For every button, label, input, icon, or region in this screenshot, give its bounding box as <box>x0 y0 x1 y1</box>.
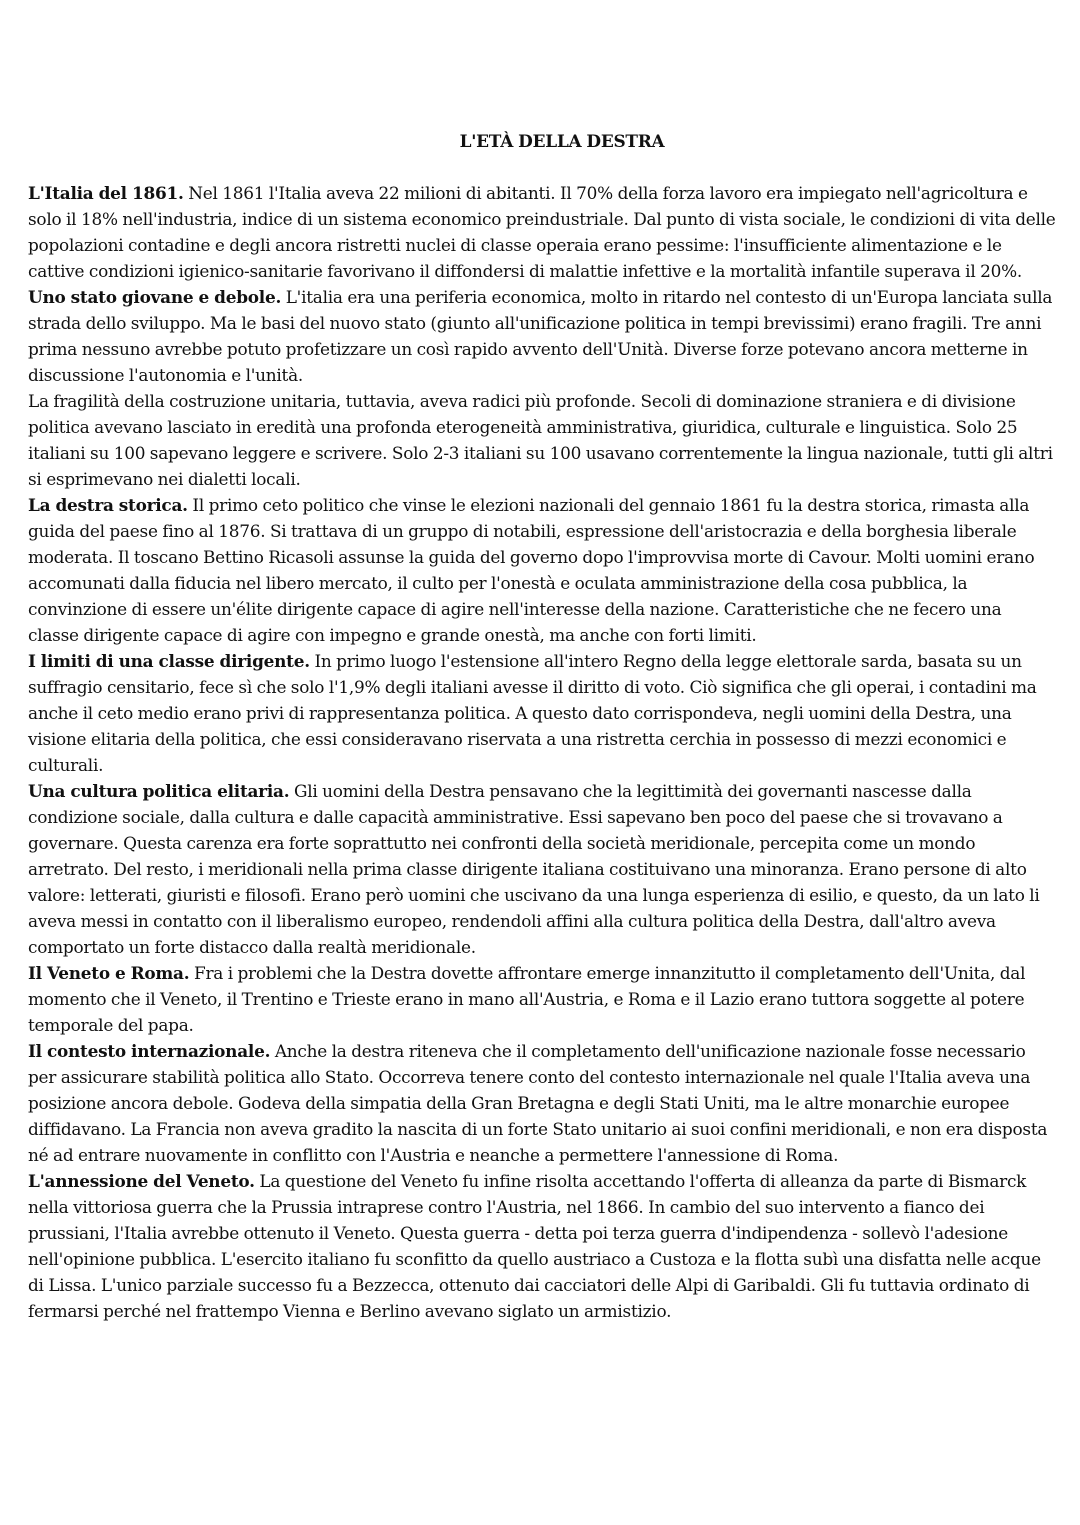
paragraph-cultura-elitaria <box>28 778 1056 960</box>
paragraph-heading: Una cultura politica elitaria. <box>28 781 290 801</box>
paragraph-italia-1861 <box>28 180 1056 284</box>
paragraph-text: La questione del Veneto fu infine risolta accettando l'offerta di alleanza da parte di Bismarck nella vittoriosa guerra che la Prussia intraprese contro l'Austria, nel 1866. In cambio del suo intervento a fianco dei prussiani, l'Italia avrebbe ottenuto il Veneto. Questa guerra - detta poi terza guerra d'indipendenza - sollevò l'adesione nell'opinione pubblica. L'esercito italiano fu sconfitto da quello austriaco a Custoza e la flotta subì una disfatta nelle acque di Lissa. L'unico parziale successo fu a Bezzecca, ottenuto dai cacciatori delle Alpi di Garibaldi. Gli fu tuttavia ordinato di fermarsi perché nel frattempo Vienna e Berlino avevano siglato un armistizio. <box>28 1171 1041 1321</box>
paragraph-heading: La destra storica. <box>28 495 188 515</box>
paragraph-heading: Il contesto internazionale. <box>28 1041 271 1061</box>
paragraph-limiti-classe <box>28 648 1056 778</box>
paragraph-text: L'italia era una periferia economica, molto in ritardo nel contesto di un'Europa lanciata sulla strada dello sviluppo. Ma le basi del nuovo stato (giunto all'unificazione politica in tempi brevissimi) erano fragili. Tre anni prima nessuno avrebbe potuto profetizzare un così rapido avvento dell'Unità. Diverse forze potevano ancora metterne in discussione l'autonomia e l'unità. <box>28 287 1053 385</box>
paragraph-veneto-roma <box>28 960 1056 1038</box>
paragraph-text: Anche la destra riteneva che il completamento dell'unificazione nazionale fosse necessario per assicurare stabilità politica allo Stato. Occorreva tenere conto del contesto internazionale nel quale l'Italia aveva una posizione ancora debole. Godeva della simpatia della Gran Bretagna e degli Stati Uniti, ma le altre monarchie europee diffidavano. La Francia non aveva gradito la nascita di un forte Stato unitario ai suoi confini meridionali, e non era disposta né ad entrare nuovamente in conflitto con l'Austria e neanche a permettere l'annessione di Roma. <box>28 1041 1048 1165</box>
paragraph-fragilita <box>28 388 1056 492</box>
document-title: L'ETÀ DELLA DESTRA <box>459 131 665 151</box>
paragraph-heading: Uno stato giovane e debole. <box>28 287 282 307</box>
paragraph-text: La fragilità della costruzione unitaria, tuttavia, aveva radici più profonde. Secoli di dominazione straniera e di divisione politica avevano lasciato in eredità una profonda eterogeneità amministrativa, giuridica, culturale e linguistica. Solo 25 italiani su 100 sapevano leggere e scrivere. Solo 2-3 italiani su 100 usavano correntemente la lingua nazionale, tutti gli altri si esprimevano nei dialetti locali. <box>28 391 1053 489</box>
paragraph-contesto-internazionale <box>28 1038 1056 1168</box>
paragraph-text: In primo luogo l'estensione all'intero Regno della legge elettorale sarda, basata su un suffragio censitario, fece sì che solo l'1,9% degli italiani avesse il diritto di voto. Ciò significa che gli operai, i contadini ma anche il ceto medio erano privi di rappresentanza politica. A questo dato corrispondeva, negli uomini della Destra, una visione elitaria della politica, che essi consideravano riservata a una ristretta cerchia in possesso di mezzi economici e culturali. <box>28 651 1037 775</box>
paragraph-heading: Il Veneto e Roma. <box>28 963 190 983</box>
document-page <box>28 128 1056 1324</box>
paragraph-destra-storica <box>28 492 1056 648</box>
paragraph-text: Fra i problemi che la Destra dovette affrontare emerge innanzitutto il completamento dell'Unita, dal momento che il Veneto, il Trentino e Trieste erano in mano all'Austria, e Roma e il Lazio erano tuttora soggette al potere temporale del papa. <box>28 963 1026 1035</box>
paragraph-text: Gli uomini della Destra pensavano che la legittimità dei governanti nascesse dalla condizione sociale, dalla cultura e dalle capacità amministrative. Essi sapevano ben poco del paese che si trovavano a governare. Questa carenza era forte soprattutto nei confronti della società meridionale, percepita come un mondo arretrato. Del resto, i meridionali nella prima classe dirigente italiana costituivano una minoranza. Erano persone di alto valore: letterati, giuristi e filosofi. Erano però uomini che uscivano da una lunga esperienza di esilio, e questo, da un lato li aveva messi in contatto con il liberalismo europeo, rendendoli affini alla cultura politica della Destra, dall'altro aveva comportato un forte distacco dalla realtà meridionale. <box>28 781 1040 957</box>
paragraph-heading: L'annessione del Veneto. <box>28 1171 255 1191</box>
paragraph-text: Il primo ceto politico che vinse le elezioni nazionali del gennaio 1861 fu la destra storica, rimasta alla guida del paese fino al 1876. Si trattava di un gruppo di notabili, espressione dell'aristocrazia e della borghesia liberale moderata. Il toscano Bettino Ricasoli assunse la guida del governo dopo l'improvvisa morte di Cavour. Molti uomini erano accomunati dalla fiducia nel libero mercato, il culto per l'onestà e oculata amministrazione della cosa pubblica, la convinzione di essere un'élite dirigente capace di agire nell'interesse della nazione. Caratteristiche che ne fecero una classe dirigente capace di agire con impegno e grande onestà, ma anche con forti limiti. <box>28 495 1035 645</box>
paragraph-annessione-veneto <box>28 1168 1056 1324</box>
paragraph-heading: I limiti di una classe dirigente. <box>28 651 310 671</box>
paragraph-stato-giovane <box>28 284 1056 388</box>
paragraph-text: Nel 1861 l'Italia aveva 22 milioni di abitanti. Il 70% della forza lavoro era impiegato nell'agricoltura e solo il 18% nell'industria, indice di un sistema economico preindustriale. Dal punto di vista sociale, le condizioni di vita delle popolazioni contadine e degli ancora ristretti nuclei di classe operaia erano pessime: l'insufficiente alimentazione e le cattive condizioni igienico-sanitarie favorivano il diffondersi di malattie infettive e la mortalità infantile superava il 20%. <box>28 183 1056 281</box>
paragraph-heading: L'Italia del 1861. <box>28 183 184 203</box>
